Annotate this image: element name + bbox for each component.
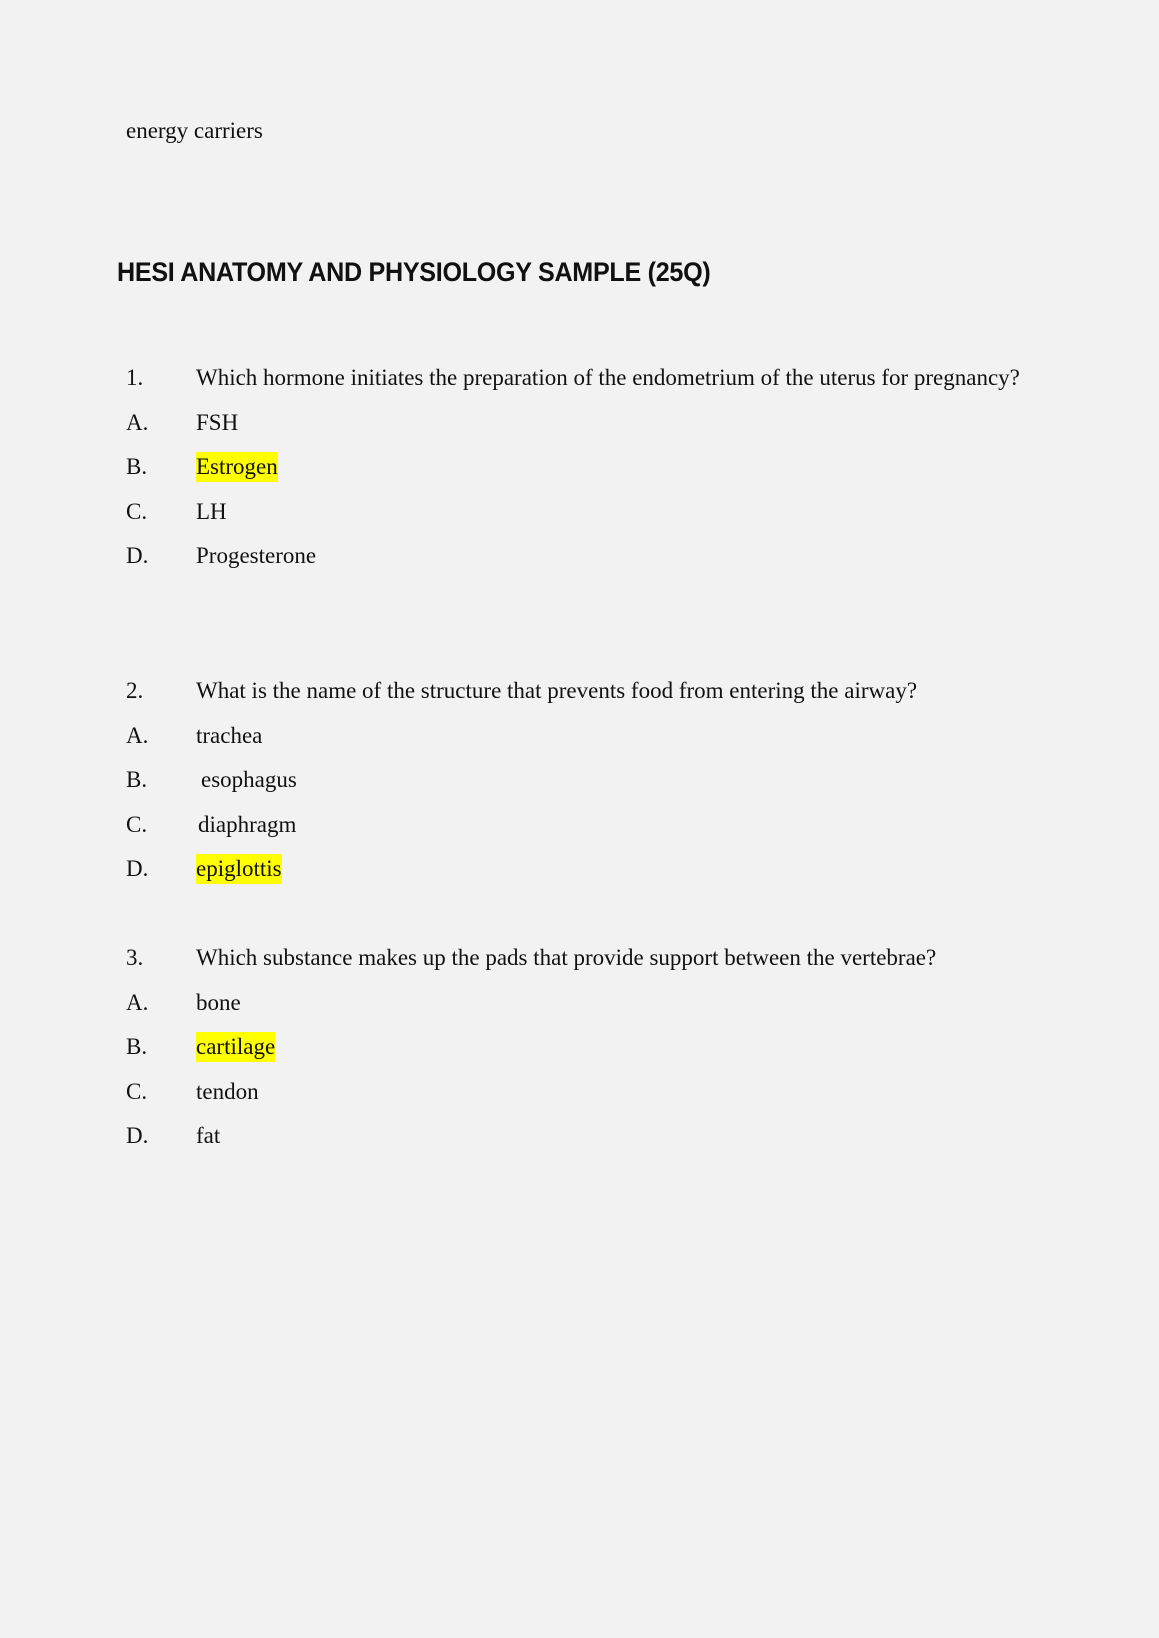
question-stem [126,943,1126,988]
answer-option-a [126,408,1126,453]
option-letter: C. [126,1078,148,1104]
question-stem [126,676,1126,721]
option-text: tendon [196,1078,259,1104]
answer-option-d [126,541,1126,586]
question-number: 3. [126,945,144,970]
option-text: bone [196,989,241,1015]
question-1 [126,363,1126,586]
correct-answer-highlight: Estrogen [196,452,278,482]
option-letter: D. [126,1123,149,1148]
option-text: LH [196,498,227,524]
question-number: 1. [126,365,144,390]
option-letter: A. [126,989,149,1015]
answer-option-a [126,721,1126,766]
option-letter: B. [126,1034,148,1059]
answer-option-b [126,765,1126,810]
option-text: diaphragm [198,811,297,837]
option-text: esophagus [201,767,297,792]
document-title: HESI ANATOMY AND PHYSIOLOGY SAMPLE (25Q) [117,257,711,287]
option-letter: C. [126,811,148,837]
question-text: Which substance makes up the pads that provide support between the vertebrae? [196,945,937,970]
answer-option-c [126,1077,1126,1122]
question-stem [126,363,1126,408]
answer-option-d [126,854,1126,899]
option-letter: A. [126,409,149,435]
carry-over-text: energy carriers [126,118,263,143]
answer-option-b [126,1032,1126,1077]
question-text: Which hormone initiates the preparation of the endometrium of the uterus for pregnancy? [196,365,1020,390]
answer-option-c [126,497,1126,542]
question-2 [126,676,1126,899]
answer-option-d [126,1121,1126,1166]
question-text: What is the name of the structure that prevents food from entering the airway? [196,678,918,703]
answer-option-b [126,452,1126,497]
option-letter: B. [126,454,148,479]
correct-answer-highlight: cartilage [196,1032,275,1062]
answer-option-a [126,988,1126,1033]
option-text: trachea [196,722,263,748]
option-text: Progesterone [196,543,317,568]
option-letter: C. [126,498,148,524]
option-letter: B. [126,767,148,792]
answer-option-c [126,810,1126,855]
option-text: FSH [196,409,239,435]
question-3 [126,943,1126,1166]
option-letter: D. [126,543,149,568]
option-letter: D. [126,856,149,881]
option-letter: A. [126,722,149,748]
question-number: 2. [126,678,144,703]
option-text: fat [196,1123,221,1148]
correct-answer-highlight: epiglottis [196,854,282,884]
